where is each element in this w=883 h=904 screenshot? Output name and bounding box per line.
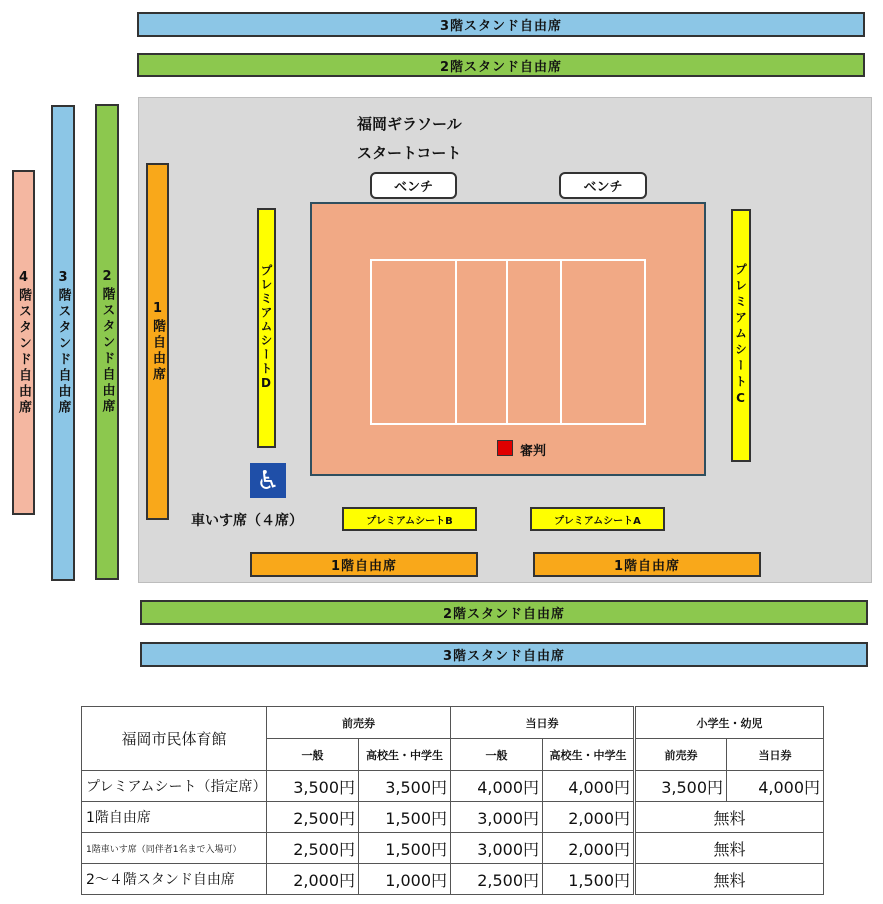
stand-2f-left-label: 2階スタンド自由席 [99, 269, 115, 415]
group-advance: 前売券 [267, 707, 451, 739]
premium-seat-a-label: プレミアムシートA [554, 515, 641, 527]
price-cell: 3,000円 [451, 802, 543, 833]
subheader-general: 一般 [267, 739, 359, 771]
floor-1f-bottom-right-label: 1階自由席 [613, 559, 681, 574]
referee-label: 審判 [520, 444, 547, 459]
price-cell: 4,000円 [451, 771, 543, 802]
stand-2f-left [95, 104, 119, 580]
stand-2f-top-label: 2階スタンド自由席 [439, 59, 563, 75]
price-cell: 3,500円 [359, 771, 451, 802]
venue-name: 福岡市民体育館 [82, 707, 267, 771]
subheader-child-same-day: 当日券 [727, 739, 824, 771]
table-row [82, 771, 824, 802]
premium-seat-b-label: プレミアムシートB [366, 515, 453, 527]
row-label: 1階車いす席（同伴者1名まで入場可） [82, 833, 267, 864]
table-header-row [82, 707, 824, 739]
court-title-line1: 福岡ギラソール [357, 115, 462, 133]
floor-1f-bottom-left-label: 1階自由席 [330, 559, 398, 574]
premium-seat-d-label: プレミアムシートD [259, 264, 273, 392]
stand-3f-bottom [140, 642, 868, 667]
stand-2f-bottom-label: 2階スタンド自由席 [442, 607, 566, 622]
price-cell: 1,000円 [359, 864, 451, 895]
price-cell: 2,500円 [451, 864, 543, 895]
premium-seat-c-label: プレミアムシートC [733, 262, 748, 409]
premium-seat-a [530, 507, 665, 531]
premium-seat-b [342, 507, 477, 531]
price-cell: 1,500円 [543, 864, 635, 895]
bench-left [370, 172, 457, 199]
price-cell: 2,000円 [267, 864, 359, 895]
stand-3f-top-label: 3階スタンド自由席 [439, 19, 563, 34]
premium-seat-c [731, 209, 751, 462]
price-table [81, 706, 824, 895]
court-line [455, 261, 457, 423]
free-cell: 無料 [635, 833, 824, 864]
price-cell: 3,000円 [451, 833, 543, 864]
wheelchair-seat-label: 車いす席（４席） [191, 513, 303, 529]
floor-1f-left-label: 1階自由席 [150, 300, 165, 383]
wheelchair-icon: ♿ [250, 463, 286, 498]
price-cell: 3,500円 [635, 771, 727, 802]
stand-4f-left [12, 170, 35, 515]
group-children: 小学生・幼児 [635, 707, 824, 739]
row-label: 1階自由席 [82, 802, 267, 833]
court-title-line2: スタートコート [357, 144, 462, 162]
table-row [82, 864, 824, 895]
price-cell: 4,000円 [543, 771, 635, 802]
court-lines [370, 259, 646, 425]
group-same-day: 当日券 [451, 707, 635, 739]
stand-3f-bottom-label: 3階スタンド自由席 [442, 649, 566, 664]
bench-right-label: ベンチ [583, 180, 623, 195]
price-cell: 2,000円 [543, 802, 635, 833]
floor-1f-bottom-right [533, 552, 761, 577]
price-cell: 1,500円 [359, 802, 451, 833]
floor-1f-left [146, 163, 169, 520]
floor-1f-bottom-left [250, 552, 478, 577]
court-line [560, 261, 562, 423]
free-cell: 無料 [635, 802, 824, 833]
price-cell: 2,000円 [543, 833, 635, 864]
stand-3f-left [51, 105, 75, 581]
bench-right [559, 172, 647, 199]
stand-2f-top [137, 53, 865, 77]
subheader-student: 高校生・中学生 [359, 739, 451, 771]
subheader-child-advance: 前売券 [635, 739, 727, 771]
table-row [82, 833, 824, 864]
subheader-student: 高校生・中学生 [543, 739, 635, 771]
row-label: プレミアムシート（指定席） [82, 771, 267, 802]
referee-marker [497, 440, 513, 456]
center-line [506, 261, 508, 423]
premium-seat-d [257, 208, 276, 448]
price-cell: 2,500円 [267, 802, 359, 833]
bench-left-label: ベンチ [393, 180, 433, 195]
price-cell: 1,500円 [359, 833, 451, 864]
price-cell: 3,500円 [267, 771, 359, 802]
subheader-general: 一般 [451, 739, 543, 771]
stand-4f-left-label: 4階スタンド自由席 [16, 269, 31, 416]
price-cell: 4,000円 [727, 771, 824, 802]
stand-3f-left-label: 3階スタンド自由席 [55, 270, 71, 416]
stand-3f-top [137, 12, 865, 37]
table-row [82, 802, 824, 833]
row-label: 2～４階スタンド自由席 [82, 864, 267, 895]
stand-2f-bottom [140, 600, 868, 625]
price-cell: 2,500円 [267, 833, 359, 864]
free-cell: 無料 [635, 864, 824, 895]
